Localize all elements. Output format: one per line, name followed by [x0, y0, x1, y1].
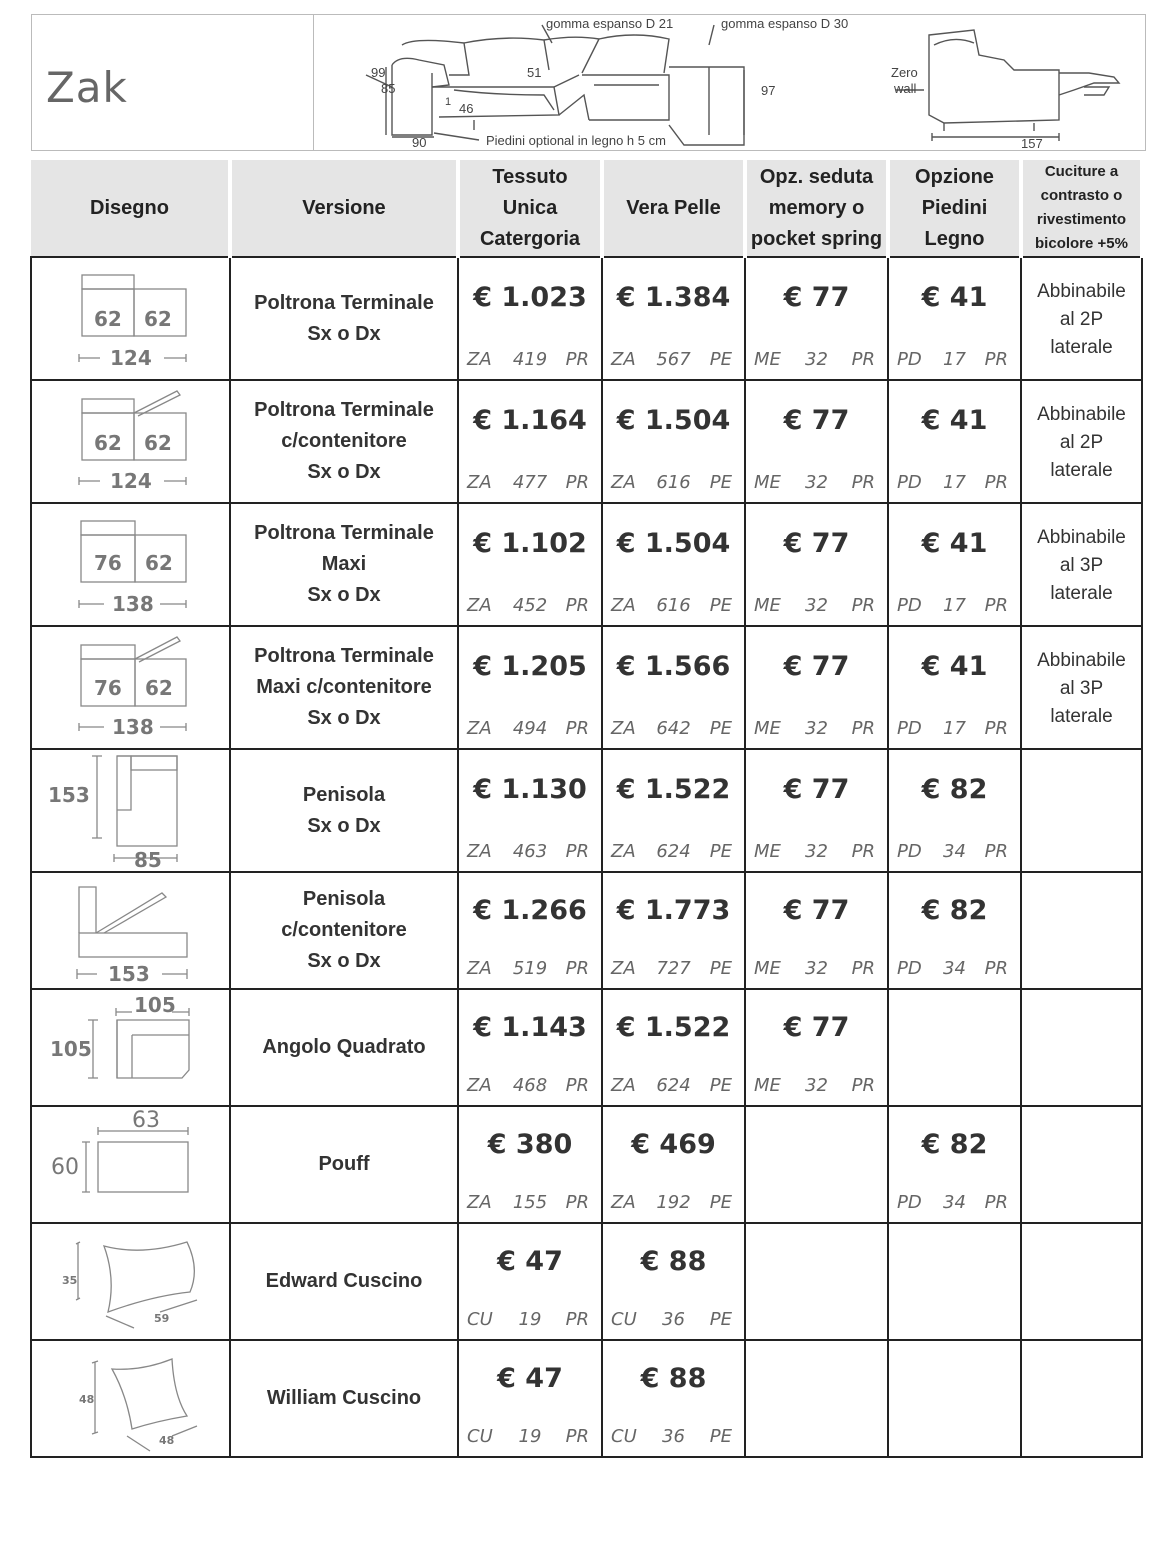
drawing-cell: [31, 257, 230, 380]
feet-optional-note: Piedini optional in legno h 5 cm: [486, 133, 666, 148]
memory-cell: € 77 ME 32 PR: [745, 380, 888, 503]
tessuto-cell: € 1.164 ZA 477 PR: [458, 380, 602, 503]
table-row: [31, 1223, 1142, 1340]
tessuto-cell: € 1.023 ZA 419 PR: [458, 257, 602, 380]
piedini-cell: € 82 PD 34 PR: [888, 749, 1021, 872]
memory-cell: [745, 1106, 888, 1223]
note-cell: [1021, 989, 1142, 1106]
table-row: [31, 872, 1142, 989]
svg-text:153: 153: [48, 783, 90, 807]
version-cell: Penisola c/contenitore Sx o Dx: [230, 872, 458, 989]
drawing-cell: [31, 1340, 230, 1457]
tessuto-cell: € 47 CU 19 PR: [458, 1223, 602, 1340]
version-cell: Pouff: [230, 1106, 458, 1223]
svg-text:85: 85: [134, 848, 162, 871]
memory-cell: € 77 ME 32 PR: [745, 503, 888, 626]
memory-cell: [745, 1340, 888, 1457]
piedini-cell: € 82 PD 34 PR: [888, 872, 1021, 989]
svg-text:62: 62: [144, 307, 172, 331]
armchair-storage-drawing: [32, 381, 231, 502]
note-cell: Abbinabile al 3P laterale: [1021, 626, 1142, 749]
drawing-cell: [31, 503, 230, 626]
drawing-cell: [31, 626, 230, 749]
svg-text:35: 35: [62, 1274, 78, 1287]
product-title: Zak: [46, 63, 128, 112]
dim-1: 1: [445, 96, 452, 108]
header-disegno: Disegno: [31, 160, 230, 257]
header-piedini: Opzione Piedini Legno: [888, 160, 1021, 257]
header-vera-pelle: Vera Pelle: [602, 160, 745, 257]
piedini-cell: € 41 PD 17 PR: [888, 626, 1021, 749]
memory-cell: € 77 ME 32 PR: [745, 257, 888, 380]
note-cell: [1021, 872, 1142, 989]
peninsula-drawing: [32, 750, 231, 871]
armchair-terminal-drawing: [32, 258, 231, 379]
pelle-cell: € 1.566 ZA 642 PE: [602, 626, 745, 749]
svg-text:62: 62: [94, 307, 122, 331]
pelle-cell: € 1.504 ZA 616 PE: [602, 503, 745, 626]
foam-d21-label: gomma espanso D 21: [546, 16, 674, 31]
note-cell: [1021, 749, 1142, 872]
svg-text:138: 138: [112, 592, 154, 616]
piedini-cell: € 41 PD 17 PR: [888, 257, 1021, 380]
memory-cell: € 77 ME 32 PR: [745, 989, 888, 1106]
pelle-cell: € 88 CU 36 PE: [602, 1223, 745, 1340]
pelle-cell: € 1.522 ZA 624 PE: [602, 989, 745, 1106]
dim-85: 85: [381, 81, 396, 96]
table-header-row: [31, 160, 1142, 257]
memory-cell: € 77 ME 32 PR: [745, 749, 888, 872]
tessuto-cell: € 380 ZA 155 PR: [458, 1106, 602, 1223]
dim-157: 157: [1021, 136, 1043, 150]
header-memory: Opz. seduta memory o pocket spring: [745, 160, 888, 257]
table-row: [31, 380, 1142, 503]
svg-text:60: 60: [51, 1155, 79, 1180]
piedini-cell: [888, 989, 1021, 1106]
title-cell: [32, 15, 314, 150]
table-row: [31, 626, 1142, 749]
drawing-cell: [31, 749, 230, 872]
price-table: [30, 160, 1144, 1458]
version-cell: Poltrona Terminale Maxi c/contenitore Sx o Dx: [230, 626, 458, 749]
svg-text:62: 62: [144, 431, 172, 455]
svg-text:48: 48: [159, 1434, 175, 1447]
piedini-cell: € 41 PD 17 PR: [888, 380, 1021, 503]
svg-text:105: 105: [134, 993, 176, 1017]
version-cell: William Cuscino: [230, 1340, 458, 1457]
tessuto-cell: € 47 CU 19 PR: [458, 1340, 602, 1457]
note-cell: [1021, 1340, 1142, 1457]
peninsula-storage-drawing: [32, 873, 231, 988]
tessuto-cell: € 1.266 ZA 519 PR: [458, 872, 602, 989]
armchair-maxi-storage-drawing: [32, 627, 231, 748]
memory-cell: € 77 ME 32 PR: [745, 872, 888, 989]
memory-cell: € 77 ME 32 PR: [745, 626, 888, 749]
square-corner-drawing: [32, 990, 231, 1105]
edward-cushion-drawing: [32, 1224, 231, 1339]
svg-text:63: 63: [132, 1108, 160, 1133]
pelle-cell: € 1.522 ZA 624 PE: [602, 749, 745, 872]
tessuto-cell: € 1.143 ZA 468 PR: [458, 989, 602, 1106]
note-cell: Abbinabile al 2P laterale: [1021, 257, 1142, 380]
version-cell: Poltrona Terminale Maxi Sx o Dx: [230, 503, 458, 626]
pouf-drawing: [32, 1107, 231, 1222]
svg-text:62: 62: [145, 676, 173, 700]
version-cell: Poltrona Terminale c/contenitore Sx o Dx: [230, 380, 458, 503]
pelle-cell: € 1.384 ZA 567 PE: [602, 257, 745, 380]
drawing-cell: [31, 1106, 230, 1223]
william-cushion-drawing: [32, 1341, 231, 1456]
tessuto-cell: € 1.130 ZA 463 PR: [458, 749, 602, 872]
header-tessuto: Tessuto Unica Catergoria: [458, 160, 602, 257]
memory-cell: [745, 1223, 888, 1340]
dim-51: 51: [527, 65, 542, 80]
zero-wall-label-2: wall: [894, 81, 917, 96]
drawing-cell: [31, 989, 230, 1106]
version-cell: Penisola Sx o Dx: [230, 749, 458, 872]
zero-wall-label-1: Zero: [891, 65, 918, 80]
note-cell: Abbinabile al 3P laterale: [1021, 503, 1142, 626]
note-cell: Abbinabile al 2P laterale: [1021, 380, 1142, 503]
sofa-drawing-svg: [314, 15, 1146, 150]
dim-90: 90: [412, 135, 427, 150]
svg-text:124: 124: [110, 346, 152, 370]
svg-text:62: 62: [145, 551, 173, 575]
piedini-cell: € 41 PD 17 PR: [888, 503, 1021, 626]
armchair-maxi-drawing: [32, 504, 231, 625]
svg-text:138: 138: [112, 715, 154, 739]
dim-46: 46: [459, 101, 474, 116]
pelle-cell: € 1.504 ZA 616 PE: [602, 380, 745, 503]
drawing-cell: [31, 1223, 230, 1340]
svg-text:76: 76: [94, 551, 122, 575]
version-cell: Angolo Quadrato: [230, 989, 458, 1106]
header-versione: Versione: [230, 160, 458, 257]
pelle-cell: € 1.773 ZA 727 PE: [602, 872, 745, 989]
piedini-cell: [888, 1340, 1021, 1457]
drawing-cell: [31, 380, 230, 503]
svg-text:105: 105: [50, 1037, 92, 1061]
table-row: [31, 257, 1142, 380]
piedini-cell: € 82 PD 34 PR: [888, 1106, 1021, 1223]
dim-97: 97: [761, 83, 776, 98]
sofa-technical-drawing: [314, 15, 1146, 150]
table-row: [31, 1340, 1142, 1457]
pelle-cell: € 88 CU 36 PE: [602, 1340, 745, 1457]
foam-d30-label: gomma espanso D 30: [721, 16, 849, 31]
note-cell: [1021, 1106, 1142, 1223]
version-cell: Poltrona Terminale Sx o Dx: [230, 257, 458, 380]
svg-text:153: 153: [108, 962, 150, 986]
piedini-cell: [888, 1223, 1021, 1340]
dim-99: 99: [371, 65, 386, 80]
drawing-cell: [31, 872, 230, 989]
note-cell: [1021, 1223, 1142, 1340]
pelle-cell: € 469 ZA 192 PE: [602, 1106, 745, 1223]
table-row: [31, 503, 1142, 626]
tessuto-cell: € 1.205 ZA 494 PR: [458, 626, 602, 749]
table-row: [31, 989, 1142, 1106]
svg-text:124: 124: [110, 469, 152, 493]
svg-text:62: 62: [94, 431, 122, 455]
table-row: [31, 749, 1142, 872]
svg-text:76: 76: [94, 676, 122, 700]
header-box: [31, 14, 1146, 151]
tessuto-cell: € 1.102 ZA 452 PR: [458, 503, 602, 626]
svg-text:48: 48: [79, 1393, 95, 1406]
svg-text:59: 59: [154, 1312, 170, 1325]
header-cuciture: Cuciture a contrasto o rivestimento bicolore +5%: [1021, 160, 1142, 257]
version-cell: Edward Cuscino: [230, 1223, 458, 1340]
table-row: [31, 1106, 1142, 1223]
